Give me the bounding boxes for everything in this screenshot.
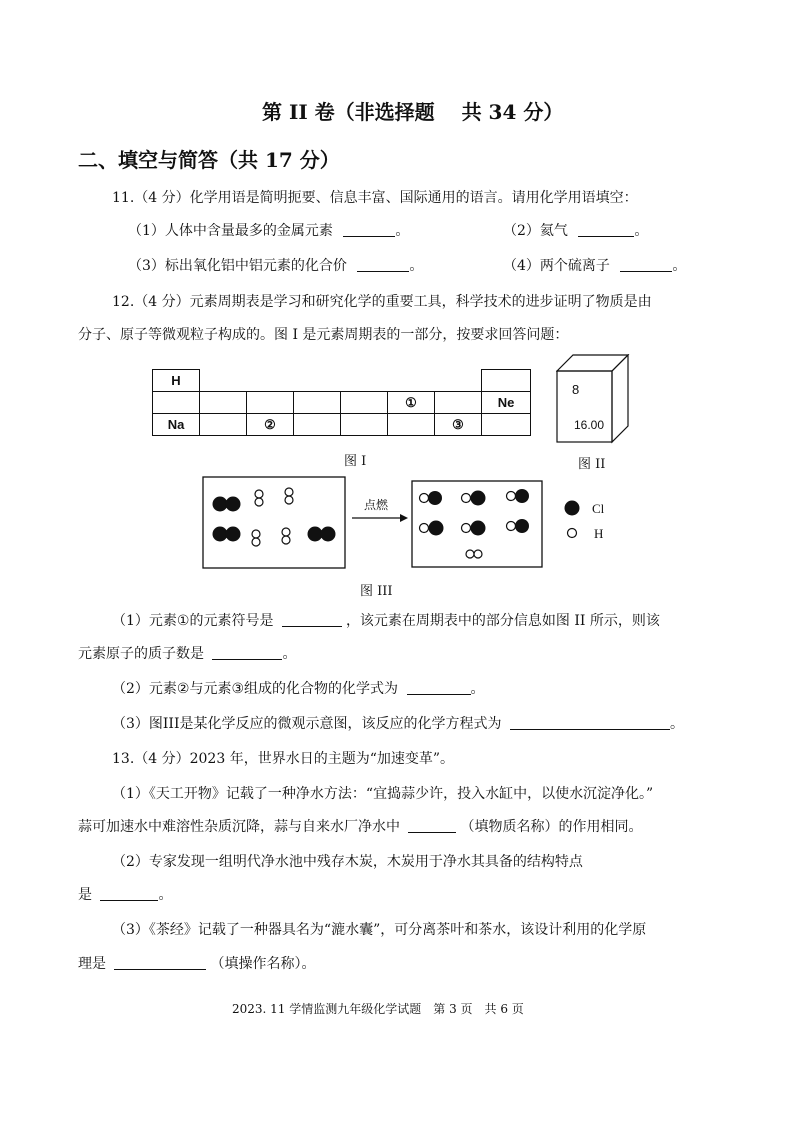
- q12-stem-line2: 分子、原子等微观粒子构成的。图 I 是元素周期表的一部分，按要求回答问题：: [78, 327, 569, 343]
- cell-h: H: [153, 370, 200, 392]
- cell: [200, 414, 247, 436]
- section-heading: 二、填空与简答（共 17 分）: [78, 148, 340, 172]
- answer-blank[interactable]: [282, 626, 342, 627]
- h2-molecule: [285, 488, 293, 504]
- text: 蒜可加速水中难溶性杂质沉降，蒜与自来水厂净水中: [78, 819, 400, 835]
- answer-blank[interactable]: [407, 694, 471, 695]
- answer-blank[interactable]: [510, 729, 670, 730]
- text: （3）图III是某化学反应的微观示意图，该反应的化学方程式为: [112, 716, 502, 732]
- hcl-molecule: [507, 519, 530, 533]
- figure-2-caption: 图 II: [578, 457, 606, 472]
- reaction-diagram: [202, 476, 622, 572]
- h2-molecule: [282, 528, 290, 544]
- hcl-molecule: [462, 521, 486, 536]
- cl2-molecule: [308, 527, 336, 542]
- q12-part3: [112, 713, 684, 733]
- text: 与元素: [189, 681, 232, 697]
- text: 元素原子的质子数是: [78, 646, 204, 662]
- h2-molecule: [252, 530, 260, 546]
- atomic-number: 8: [572, 382, 580, 397]
- legend-cl-label: Cl: [592, 501, 605, 516]
- page-footer: 2023. 11 学情监测九年级化学试题 第 3 页 共 6 页: [232, 1002, 524, 1016]
- legend-h-atom: [568, 529, 577, 538]
- text: 是: [78, 887, 92, 903]
- period: 。: [672, 258, 687, 274]
- cell: [247, 392, 294, 414]
- period: 。: [409, 258, 424, 274]
- q11-part2: [503, 220, 648, 240]
- reactants-box: [203, 477, 345, 568]
- period: 。: [158, 887, 173, 903]
- cube-side: [612, 355, 628, 442]
- text: ，该元素在周期表中的部分信息如图 II 所示，则该: [345, 613, 660, 629]
- q12-part1: [112, 610, 660, 630]
- cell-na: Na: [153, 414, 200, 436]
- answer-blank[interactable]: [212, 659, 282, 660]
- q11-part1: [128, 220, 409, 240]
- q13-part3-line1: （3）《茶经》记载了一种器具名为“漉水囊”，可分离茶叶和茶水，该设计利用的化学原: [112, 922, 647, 938]
- legend-h-label: H: [594, 526, 604, 541]
- answer-blank[interactable]: [357, 271, 409, 272]
- q13-part2-line2: [78, 884, 172, 904]
- q13-part1-line2: [78, 816, 642, 836]
- marker: ③: [231, 681, 245, 697]
- q12-part1-line2: [78, 643, 296, 663]
- q13-part3-line2: [78, 953, 315, 973]
- cell: [294, 414, 341, 436]
- cell: [200, 392, 247, 414]
- h2-molecule: [466, 550, 482, 558]
- cell: [482, 414, 531, 436]
- text: （填操作名称）。: [210, 956, 316, 972]
- legend-cl-atom: [565, 501, 580, 516]
- hcl-molecule: [420, 521, 444, 536]
- figure-3-caption: 图 III: [360, 584, 393, 599]
- cell: [388, 414, 435, 436]
- relative-atomic-mass: 16.00: [574, 418, 605, 432]
- text: （填物质名称）的作用相同。: [460, 819, 643, 835]
- q13-part2-line1: （2）专家发现一组明代净水池中残存木炭，木炭用于净水其具备的结构特点: [112, 854, 583, 870]
- hcl-molecule: [507, 489, 530, 503]
- text: （2）元素: [112, 681, 177, 697]
- q11-part1-text: （1）人体中含量最多的金属元素: [128, 223, 333, 239]
- cell-marker-3: ③: [435, 414, 482, 436]
- q12-stem-line1: 12.（4 分）元素周期表是学习和研究化学的重要工具，科学技术的进步证明了物质是由: [112, 294, 652, 310]
- cell-marker-1: ①: [388, 392, 435, 414]
- period: 。: [669, 716, 684, 732]
- figure-1-caption: 图 I: [344, 454, 367, 469]
- cell: [341, 392, 388, 414]
- answer-blank[interactable]: [578, 236, 634, 237]
- cl2-molecule: [213, 527, 241, 542]
- hcl-molecule: [462, 491, 486, 506]
- cell: [294, 392, 341, 414]
- q11-part3: [128, 255, 423, 275]
- hcl-molecule: [420, 491, 443, 505]
- marker: ②: [176, 681, 190, 697]
- q11-stem: 11.（4 分）化学用语是简明扼要、信息丰富、国际通用的语言。请用化学用语填空：: [112, 190, 638, 206]
- arrow-label: 点燃: [364, 498, 389, 512]
- cell-marker-2: ②: [247, 414, 294, 436]
- arrow-head: [400, 514, 408, 522]
- cl2-molecule: [213, 497, 241, 512]
- q11-part2-text: （2）氦气: [503, 223, 568, 239]
- cell: [435, 392, 482, 414]
- cell-he: [482, 370, 531, 392]
- period: 。: [282, 646, 297, 662]
- paper-title: 第 II 卷（非选择题 共 34 分）: [262, 100, 564, 124]
- q11-part4: [503, 255, 686, 275]
- periodic-table-fragment: [152, 369, 531, 436]
- text: 组成的化合物的化学式为: [244, 681, 399, 697]
- marker: ①: [176, 613, 190, 629]
- cell-ne: Ne: [482, 392, 531, 414]
- period: 。: [470, 681, 485, 697]
- q11-part3-text: （3）标出氧化铝中铝元素的化合价: [128, 258, 347, 274]
- answer-blank[interactable]: [100, 900, 158, 901]
- cell: [341, 414, 388, 436]
- q11-part4-text: （4）两个硫离子: [503, 258, 610, 274]
- period: 。: [395, 223, 410, 239]
- q12-part2: [112, 678, 485, 698]
- answer-blank[interactable]: [620, 271, 672, 272]
- answer-blank[interactable]: [408, 832, 456, 833]
- cell: [153, 392, 200, 414]
- text: 理是: [78, 956, 106, 972]
- q13-stem: 13.（4 分）2023 年，世界水日的主题为“加速变革”。: [112, 751, 455, 767]
- answer-blank[interactable]: [343, 236, 395, 237]
- h2-molecule: [255, 490, 263, 506]
- q13-part1-line1: （1）《天工开物》记载了一种净水方法：“宜捣蒜少许，投入水缸中，以使水沉淀净化。”: [112, 786, 654, 802]
- cube-top: [557, 355, 628, 371]
- answer-blank[interactable]: [114, 969, 206, 970]
- period: 。: [634, 223, 649, 239]
- text: 的元素符号是: [189, 613, 274, 629]
- text: （1）元素: [112, 613, 177, 629]
